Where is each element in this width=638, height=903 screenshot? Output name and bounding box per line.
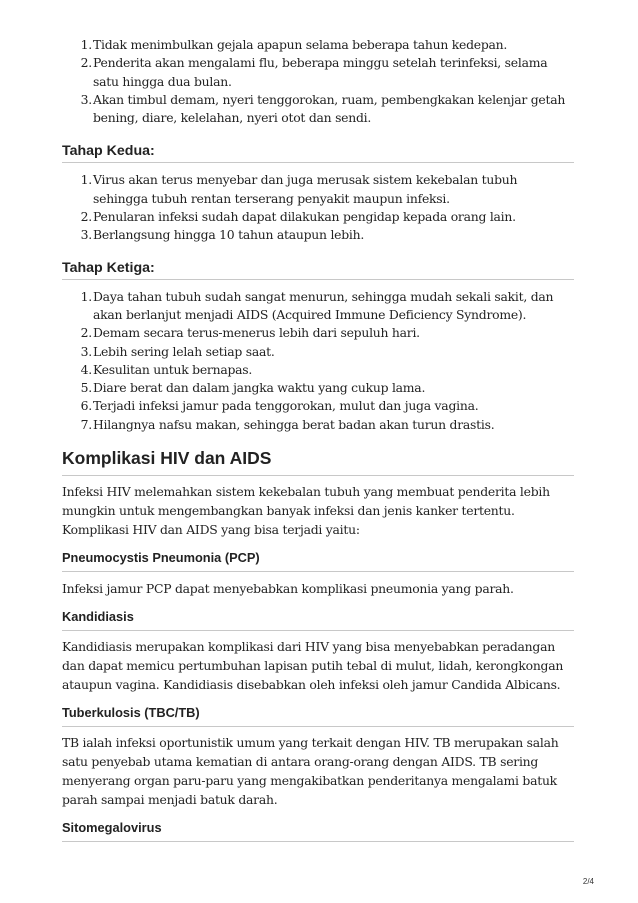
tbc-heading: Tuberkulosis (TBC/TB)	[62, 705, 574, 727]
tahap-ketiga-heading: Tahap Ketiga:	[62, 260, 574, 280]
list-item: 4. Kesulitan untuk bernapas.	[80, 361, 253, 377]
tahap-pertama-list	[62, 36, 574, 127]
kandidiasis-text: Kandidiasis merupakan komplikasi dari HIV yang bisa menyebabkan peradangan dan dapat memicu pertumbuhan lapisan putih tebal di mulut, lidah, kerongkongan ataupun vagina. Kandidiasis disebabkan oleh infeksi oleh jamur Candida Albicans.	[62, 639, 564, 693]
kandidiasis-heading: Kandidiasis	[62, 609, 574, 631]
list-item: 7. Hilangnya nafsu makan, sehingga berat badan akan turun drastis.	[80, 416, 495, 432]
list-item: 1. Daya tahan tubuh sudah sangat menurun, sehingga mudah sekali sakit, dan akan berlanjut menjadi AIDS (Acquired Immune Deficiency Syndrome).	[80, 288, 554, 322]
list-item: 3. Berlangsung hingga 10 tahun ataupun lebih.	[80, 227, 365, 243]
pcp-heading: Pneumocystis Pneumonia (PCP)	[62, 550, 574, 572]
page-number: 2/4	[582, 877, 594, 886]
komplikasi-intro: Infeksi HIV melemahkan sistem kekebalan tubuh yang membuat penderita lebih mungkin untuk mengembangkan banyak infeksi dan jenis kanker tertentu. Komplikasi HIV dan AIDS yang bisa terjadi yaitu:	[62, 484, 550, 538]
list-item: 2. Demam secara terus-menerus lebih dari sepuluh hari.	[80, 325, 420, 341]
pcp-text: Infeksi jamur PCP dapat menyebabkan komplikasi pneumonia yang parah.	[62, 581, 514, 597]
document-page	[62, 36, 574, 842]
list-item: 3. Akan timbul demam, nyeri tenggorokan, ruam, pembengkakan kelenjar getah bening, diare, kelelahan, nyeri otot dan sendi.	[80, 91, 566, 126]
list-item: 6. Terjadi infeksi jamur pada tenggorokan, mulut dan juga vagina.	[80, 398, 479, 414]
tahap-ketiga-list	[62, 288, 574, 434]
list-item: 2. Penderita akan mengalami flu, beberapa minggu setelah terinfeksi, selama satu hingga dua bulan.	[80, 55, 548, 89]
tahap-kedua-list	[62, 171, 574, 244]
tbc-text: TB ialah infeksi oportunistik umum yang terkait dengan HIV. TB merupakan salah satu penyebab utama kematian di antara orang-orang dengan AIDS. TB sering menyerang organ paru-paru yang mengakibatkan penderitanya mengalami batuk parah sampai menjadi batuk darah.	[62, 735, 559, 808]
list-item: 5. Diare berat dan dalam jangka waktu yang cukup lama.	[80, 380, 426, 396]
list-item: 1. Virus akan terus menyebar dan juga merusak sistem kekebalan tubuh sehingga tubuh rentan terserang penyakit maupun infeksi.	[80, 172, 518, 206]
tahap-kedua-heading: Tahap Kedua:	[62, 143, 574, 163]
list-item: 1. Tidak menimbulkan gejala apapun selama beberapa tahun kedepan.	[80, 37, 508, 52]
sitomegalovirus-heading: Sitomegalovirus	[62, 820, 574, 842]
list-item: 3. Lebih sering lelah setiap saat.	[80, 343, 275, 359]
list-item: 2. Penularan infeksi sudah dapat dilakukan pengidap kepada orang lain.	[80, 209, 516, 225]
komplikasi-heading: Komplikasi HIV dan AIDS	[62, 448, 574, 476]
